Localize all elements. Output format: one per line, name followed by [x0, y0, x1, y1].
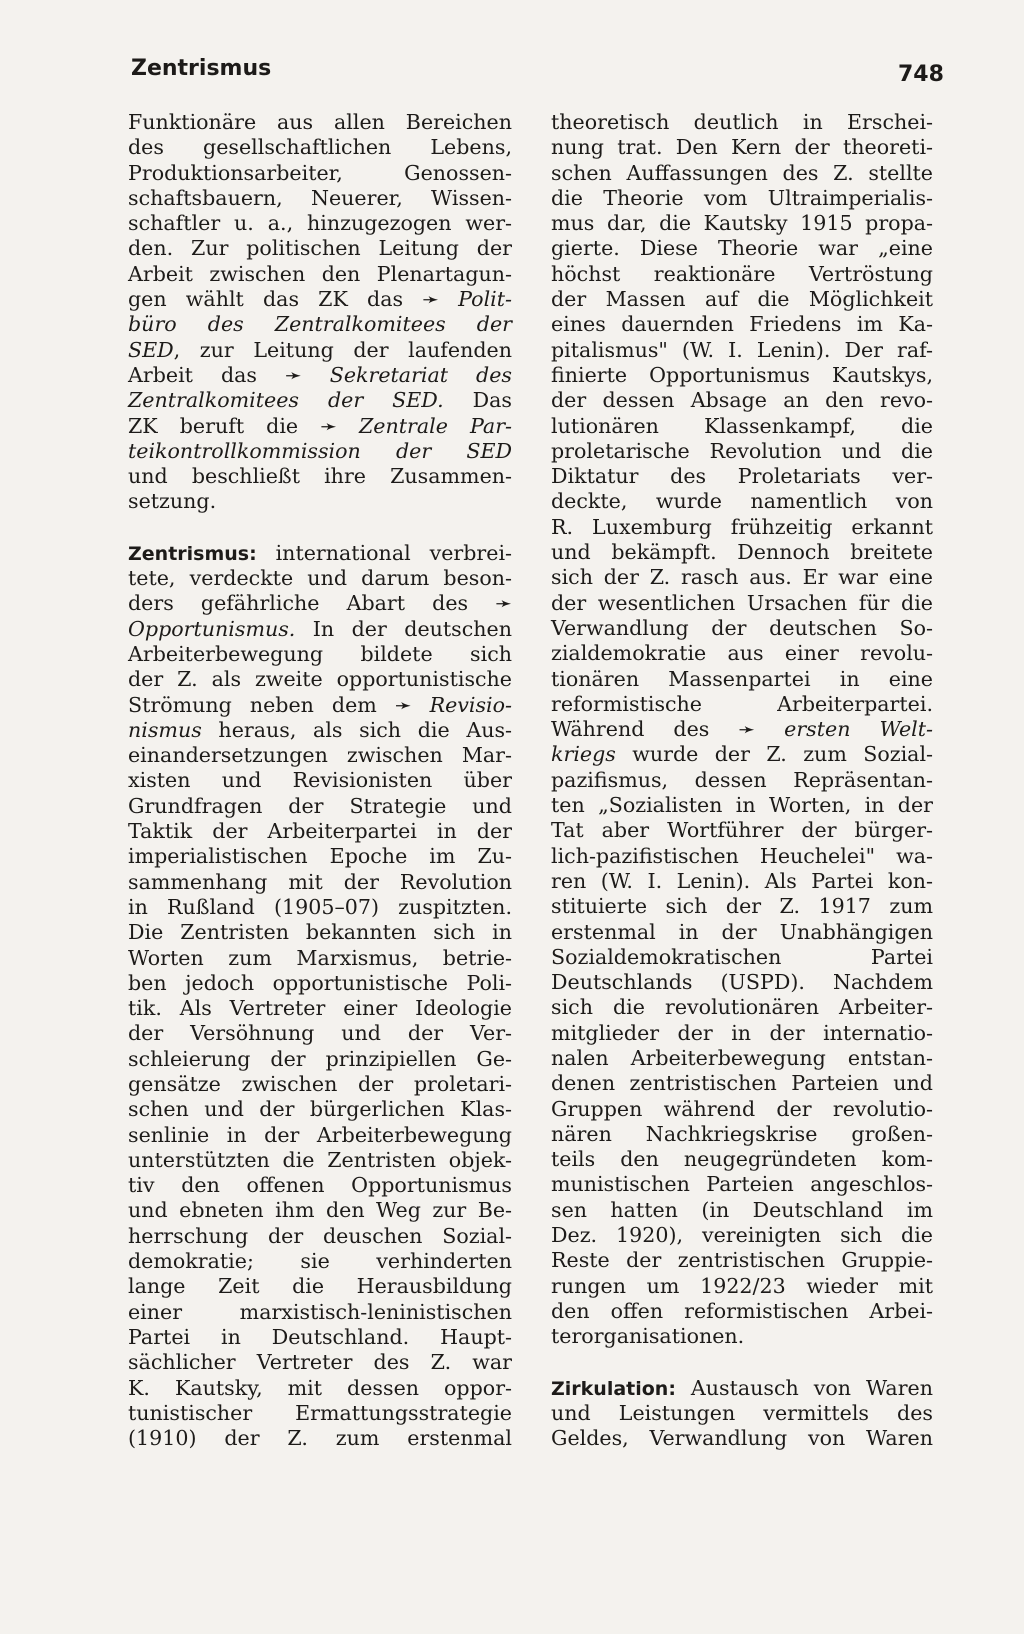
text-segment: sammenhang mit der Revolution	[128, 869, 512, 894]
text-line	[128, 617, 512, 642]
text-line	[551, 1097, 933, 1122]
text-line	[128, 642, 512, 667]
text-segment: imperialistischen Epoche im Zu-	[128, 844, 512, 869]
text-segment: wurde der Z. zum Sozial-	[615, 742, 933, 767]
text-line	[551, 338, 933, 363]
text-segment: theoretisch deutlich in Erschei-	[551, 110, 933, 134]
text-line	[128, 1249, 512, 1274]
text-line	[551, 616, 933, 641]
text-segment: Geldes, Verwandlung von Waren	[551, 1426, 933, 1451]
text-line	[128, 1300, 512, 1325]
text-segment: erstenmal in der Unabhängigen	[551, 919, 933, 944]
text-segment: heraus, als sich die Aus-	[201, 717, 512, 742]
text-segment: der Massen auf die Möglichkeit	[551, 287, 933, 312]
text-line	[128, 236, 512, 261]
text-line	[128, 312, 512, 337]
text-line	[551, 388, 933, 413]
text-segment: rungen um 1922/23 wieder mit	[551, 1273, 933, 1298]
text-segment: herrschung der deuschen Sozial-	[128, 1223, 512, 1248]
text-segment: teikontrollkommission der SED	[128, 438, 512, 463]
text-segment: K. Kautsky, mit dessen oppor-	[128, 1375, 512, 1400]
text-line	[128, 1047, 512, 1072]
text-segment: setzung.	[128, 489, 217, 514]
paragraph-gap	[128, 515, 512, 541]
text-line	[128, 996, 512, 1021]
text-segment: schaftler u. a., hinzugezogen wer-	[128, 211, 512, 236]
text-line	[128, 1148, 512, 1173]
text-segment: und bekämpft. Dennoch breitete	[551, 540, 933, 565]
text-segment: Partei in Deutschland. Haupt-	[128, 1324, 512, 1349]
text-segment: der Versöhnung und der Ver-	[128, 1021, 512, 1046]
text-segment: nismus	[128, 717, 202, 742]
text-line	[551, 464, 933, 489]
text-line	[551, 211, 933, 236]
text-segment: mitglieder der in der internatio-	[551, 1020, 933, 1045]
text-segment: Zentrale Par-	[336, 413, 512, 438]
text-segment: sächlicher Vertreter des Z. war	[128, 1350, 512, 1375]
text-segment: Produktionsarbeiter, Genossen-	[128, 160, 512, 185]
text-segment: gensätze zwischen der proletari-	[128, 1071, 512, 1096]
text-segment: terorganisationen.	[551, 1324, 745, 1349]
text-segment: Diktatur des Proletariats ver-	[551, 464, 933, 489]
cross-reference-arrow: ➛	[422, 287, 439, 312]
text-line	[128, 667, 512, 692]
text-segment: Grundfragen der Strategie und	[128, 793, 512, 818]
text-segment: einer marxistisch-leninistischen	[128, 1299, 512, 1324]
text-line	[551, 1426, 933, 1451]
running-title: Zentrismus	[131, 56, 272, 81]
text-segment: sich die revolutionären Arbeiter-	[551, 995, 933, 1020]
text-line	[551, 667, 933, 692]
text-segment: und ebneten ihm den Weg zur Be-	[128, 1198, 512, 1223]
text-line	[128, 768, 512, 793]
text-line	[128, 794, 512, 819]
text-segment: der wesentlichen Ursachen für die	[551, 590, 933, 615]
text-line	[128, 1401, 512, 1426]
cross-reference-arrow: ➛	[320, 413, 337, 438]
text-segment: Reste der zentristischen Gruppie-	[551, 1248, 933, 1273]
text-line	[551, 591, 933, 616]
text-line	[551, 287, 933, 312]
text-segment: sen hatten (in Deutschland im	[551, 1197, 933, 1222]
text-line	[128, 1224, 512, 1249]
text-segment: Arbeit zwischen den Plenartagun-	[128, 261, 512, 286]
text-line	[551, 312, 933, 337]
text-line	[128, 1426, 512, 1451]
text-line	[551, 793, 933, 818]
text-segment: stituierte sich der Z. 1917 zum	[551, 894, 933, 919]
text-segment: ren (W. I. Lenin). Als Partei kon-	[551, 868, 933, 893]
text-segment: der Z. als zweite opportunistische	[128, 667, 512, 692]
text-segment: ZK beruft die	[128, 413, 321, 438]
text-line	[128, 971, 512, 996]
text-segment: Tat aber Wortführer der bürger-	[551, 818, 933, 843]
text-line	[551, 995, 933, 1020]
text-line	[128, 1376, 512, 1401]
text-segment: Opportunismus.	[128, 616, 296, 641]
text-line	[551, 717, 933, 742]
text-segment: , zur Leitung der laufenden	[173, 337, 512, 362]
text-segment: Dez. 1920), vereinigten sich die	[551, 1223, 933, 1248]
text-line	[551, 768, 933, 793]
text-line	[551, 414, 933, 439]
text-segment: mus dar, die Kautsky 1915 propa-	[551, 211, 933, 236]
text-line	[551, 1274, 933, 1299]
text-line	[551, 894, 933, 919]
text-line	[551, 135, 933, 160]
text-line	[128, 135, 512, 160]
text-line	[128, 718, 512, 743]
text-line	[551, 692, 933, 717]
text-segment: Polit-	[439, 287, 512, 312]
text-line	[128, 439, 512, 464]
text-segment: und Leistungen vermittels des	[551, 1400, 933, 1425]
text-line	[128, 1072, 512, 1097]
text-line	[551, 262, 933, 287]
text-segment: senlinie in der Arbeiterbewegung	[128, 1122, 512, 1147]
text-line	[128, 489, 512, 514]
text-line	[551, 920, 933, 945]
text-line	[128, 262, 512, 287]
text-segment: tiv den offenen Opportunismus	[128, 1173, 512, 1198]
text-segment: Arbeiterbewegung bildete sich	[128, 641, 512, 666]
cross-reference-arrow: ➛	[284, 362, 302, 387]
text-segment: (1910) der Z. zum erstenmal	[128, 1426, 512, 1451]
text-line	[128, 1198, 512, 1223]
text-segment: den offen reformistischen Arbei-	[551, 1298, 933, 1323]
text-segment: lutionären Klassenkampf, die	[551, 413, 933, 438]
text-segment: nären Nachkriegskrise großen-	[551, 1121, 933, 1146]
text-line	[551, 641, 933, 666]
text-line	[551, 1299, 933, 1324]
text-segment: ders gefährliche Abart des	[128, 591, 496, 616]
text-segment: Das	[443, 388, 512, 413]
text-segment: kriegs	[551, 742, 616, 767]
text-line	[551, 1122, 933, 1147]
text-segment: tete, verdeckte und darum beson-	[128, 566, 512, 591]
text-line	[551, 565, 933, 590]
text-line	[128, 186, 512, 211]
page-number: 748	[898, 62, 944, 87]
text-segment: tunistischer Ermattungsstrategie	[128, 1400, 512, 1425]
entry-term: Zentrismus:	[128, 542, 257, 565]
text-line	[128, 1021, 512, 1046]
text-segment: Zentralkomitees der SED.	[128, 388, 444, 413]
text-segment: gen wählt das ZK das	[128, 287, 423, 312]
text-line	[128, 1325, 512, 1350]
text-line	[551, 515, 933, 540]
text-line	[128, 693, 512, 718]
text-segment: SED	[128, 337, 174, 362]
text-segment: In der deutschen	[295, 616, 512, 641]
text-line	[551, 186, 933, 211]
text-segment: unterstützten die Zentristen objek-	[128, 1147, 512, 1172]
text-line	[551, 1376, 933, 1401]
text-segment: demokratie; sie verhinderten	[128, 1249, 512, 1274]
text-segment: Verwandlung der deutschen So-	[551, 615, 933, 640]
text-line	[551, 869, 933, 894]
text-line	[128, 946, 512, 971]
text-segment: pitalismus" (W. I. Lenin). Der raf-	[551, 337, 933, 362]
text-segment: Die Zentristen bekannten sich in	[128, 920, 512, 945]
text-segment: Austausch von Waren	[675, 1375, 933, 1400]
text-segment: nalen Arbeiterbewegung entstan-	[551, 1045, 933, 1070]
text-line	[128, 287, 512, 312]
text-segment: und beschließt ihre Zusammen-	[128, 464, 512, 489]
text-segment: Deutschlands (USPD). Nachdem	[551, 970, 933, 995]
text-line	[551, 363, 933, 388]
cross-reference-arrow: ➛	[738, 717, 756, 742]
text-segment: Gruppen während der revolutio-	[551, 1096, 933, 1121]
entry-term: Zirkulation:	[551, 1377, 676, 1400]
text-line	[128, 920, 512, 945]
text-segment: tik. Als Vertreter einer Ideologie	[128, 996, 512, 1021]
text-line	[551, 742, 933, 767]
text-line	[551, 818, 933, 843]
text-line	[551, 1071, 933, 1096]
text-segment: reformistische Arbeiterpartei.	[551, 691, 933, 716]
text-segment: Revisio-	[411, 692, 512, 717]
text-segment: den. Zur politischen Leitung der	[128, 236, 512, 261]
text-segment: ersten Welt-	[755, 717, 933, 742]
text-line	[128, 464, 512, 489]
text-segment: Taktik der Arbeiterpartei in der	[128, 819, 512, 844]
text-line	[551, 161, 933, 186]
text-line	[551, 489, 933, 514]
left-column	[128, 110, 512, 1451]
text-line	[128, 211, 512, 236]
text-line	[551, 1248, 933, 1273]
text-line	[551, 1223, 933, 1248]
text-line	[551, 1021, 933, 1046]
text-line	[128, 895, 512, 920]
cross-reference-arrow: ➛	[495, 591, 512, 616]
text-line	[551, 1198, 933, 1223]
text-line	[551, 1046, 933, 1071]
text-segment: xisten und Revisionisten über	[128, 768, 512, 793]
text-line	[551, 1147, 933, 1172]
text-line	[128, 743, 512, 768]
right-column	[551, 110, 933, 1451]
text-line	[128, 1097, 512, 1122]
text-segment: büro des Zentralkomitees der	[128, 312, 512, 337]
text-segment: proletarische Revolution und die	[551, 438, 933, 463]
text-segment: des gesellschaftlichen Lebens,	[128, 135, 512, 160]
text-line	[551, 1172, 933, 1197]
text-line	[128, 819, 512, 844]
text-segment: deckte, wurde namentlich von	[551, 489, 933, 514]
cross-reference-arrow: ➛	[394, 692, 412, 717]
text-line	[551, 945, 933, 970]
text-line	[128, 1173, 512, 1198]
text-line	[128, 591, 512, 616]
text-segment: einandersetzungen zwischen Mar-	[128, 743, 512, 768]
text-segment: munistischen Parteien angeschlos-	[551, 1172, 933, 1197]
text-segment: die Theorie vom Ultraimperialis-	[551, 185, 933, 210]
text-line	[128, 566, 512, 591]
text-segment: höchst reaktionäre Vertröstung	[551, 261, 933, 286]
text-segment: ben jedoch opportunistische Poli-	[128, 970, 512, 995]
text-line	[128, 541, 512, 566]
text-segment: schen und der bürgerlichen Klas-	[128, 1097, 512, 1122]
text-segment: R. Luxemburg frühzeitig erkannt	[551, 514, 933, 539]
text-line	[128, 161, 512, 186]
text-segment: in Rußland (1905–07) zuspitzten.	[128, 894, 512, 919]
text-segment: pazifismus, dessen Repräsentan-	[551, 767, 933, 792]
text-line	[128, 414, 512, 439]
text-segment: lange Zeit die Herausbildung	[128, 1274, 512, 1299]
text-line	[551, 110, 933, 135]
text-line	[128, 1350, 512, 1375]
text-line	[551, 970, 933, 995]
text-line	[128, 1123, 512, 1148]
text-line	[551, 439, 933, 464]
text-segment: gierte. Diese Theorie war „eine	[551, 236, 933, 261]
text-line	[128, 844, 512, 869]
text-segment: Funktionäre aus allen Bereichen	[128, 110, 512, 134]
text-segment: schen Auffassungen des Z. stellte	[551, 160, 933, 185]
text-line	[551, 844, 933, 869]
text-line	[128, 1274, 512, 1299]
text-segment: Sekretariat des	[301, 362, 512, 387]
text-line	[128, 870, 512, 895]
text-segment: teils den neugegründeten kom-	[551, 1147, 933, 1172]
text-segment: lich-pazifistischen Heuchelei" wa-	[551, 843, 933, 868]
text-line	[551, 236, 933, 261]
text-segment: schleierung der prinzipiellen Ge-	[128, 1046, 512, 1071]
text-line	[551, 1401, 933, 1426]
text-segment: denen zentristischen Parteien und	[551, 1071, 933, 1096]
text-line	[551, 540, 933, 565]
text-line	[128, 388, 512, 413]
text-segment: eines dauernden Friedens im Ka-	[551, 312, 933, 337]
text-segment: Während des	[551, 717, 739, 742]
text-line	[551, 1324, 933, 1349]
text-segment: Arbeit das	[128, 362, 285, 387]
text-segment: sich der Z. rasch aus. Er war eine	[551, 565, 933, 590]
text-segment: zialdemokratie aus einer revolu-	[551, 641, 933, 666]
text-segment: Strömung neben dem	[128, 692, 395, 717]
text-segment: der dessen Absage an den revo-	[551, 388, 933, 413]
text-segment: Sozialdemokratischen Partei	[551, 944, 933, 969]
text-segment: finierte Opportunismus Kautskys,	[551, 362, 933, 387]
text-segment: Worten zum Marxismus, betrie-	[128, 945, 512, 970]
text-segment: schaftsbauern, Neuerer, Wissen-	[128, 185, 512, 210]
text-line	[128, 110, 512, 135]
text-line	[128, 363, 512, 388]
text-segment: ten „Sozialisten in Worten, in der	[551, 793, 933, 818]
text-segment: tionären Massenpartei in eine	[551, 666, 933, 691]
paragraph-gap	[551, 1350, 933, 1376]
text-line	[128, 338, 512, 363]
text-segment: nung trat. Den Kern der theoreti-	[551, 135, 933, 160]
text-segment: international verbrei-	[256, 540, 512, 565]
